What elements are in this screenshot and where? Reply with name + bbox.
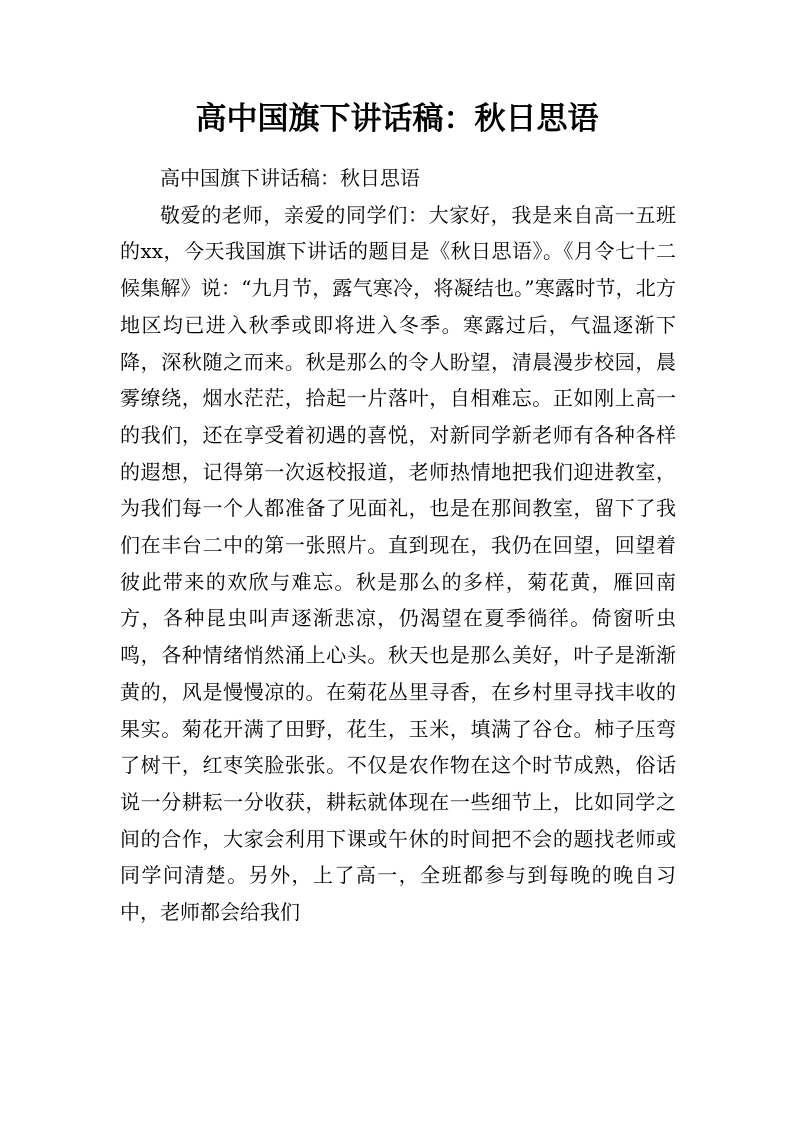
- subtitle-paragraph: 高中国旗下讲话稿：秋日思语: [160, 166, 420, 190]
- document-title: 高中国旗下讲话稿：秋日思语: [195, 101, 599, 137]
- body-paragraph: 敬爱的老师，亲爱的同学们：大家好，我是来自高一五班的xx，今天我国旗下讲话的题目是《秋日思语》。《月令七十二候集解》说：“九月节，露气寒冷，将凝结也。”寒露时节，北方地区均已进入秋季或即将进入冬季。寒露过后，气温逐渐下降，深秋随之而来。秋是那么的令人盼望，清晨漫步校园，晨雾缭绕，烟水茫茫，拾起一片落叶，自相难忘。正如刚上高一的我们，还在享受着初遇的喜悦，对新同学新老师有各种各样的遐想，记得第一次返校报道，老师热情地把我们迎进教室，为我们每一个人都准备了见面礼，也是在那间教室，留下了我们在丰台二中的第一张照片。直到现在，我仍在回望，回望着彼此带来的欢欣与难忘。秋是那么的多样，菊花黄，雁回南方，各种昆虫叫声逐渐悲凉，仍渴望在夏季徜徉。倚窗听虫鸣，各种情绪悄然涌上心头。秋天也是那么美好，叶子是渐渐黄的，风是慢慢凉的。在菊花丛里寻香，在乡村里寻找丰收的果实。菊花开满了田野，花生，玉米，填满了谷仓。柿子压弯了树干，红枣笑脸张张。不仅是农作物在这个时节成熟，俗话说一分耕耘一分收获，耕耘就体现在一些细节上，比如同学之间的合作，大家会利用下课或午休的时间把不会的题找老师或同学问清楚。另外，上了高一，全班都参与到每晚的晚自习中，老师都会给我们: [120, 202, 676, 925]
- document-body: [120, 160, 676, 931]
